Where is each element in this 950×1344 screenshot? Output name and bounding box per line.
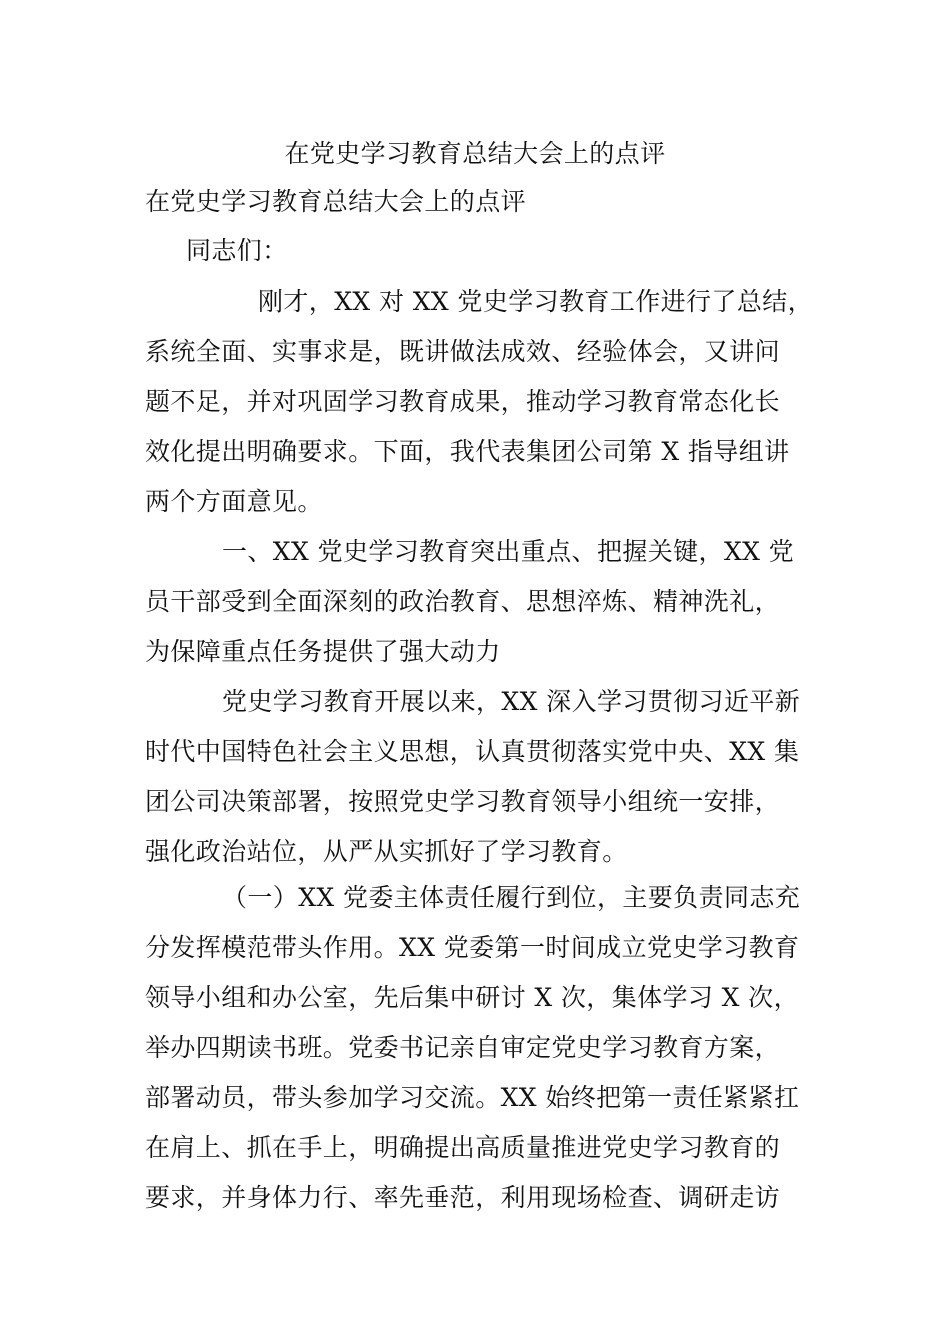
body-line: 两个方面意见。: [145, 487, 323, 516]
body-line: 部署动员，带头参加学习交流。XX 始终把第一责任紧紧扛: [145, 1083, 800, 1112]
body-line: 要求，并身体力行、率先垂范，利用现场检查、调研走访: [145, 1183, 781, 1212]
salutation: 同志们：: [186, 236, 288, 265]
body-line: 效化提出明确要求。下面，我代表集团公司第 X 指导组讲: [145, 437, 790, 466]
body-line: 党史学习教育开展以来，XX 深入学习贯彻习近平新: [222, 687, 801, 716]
body-line: 刚才，XX 对 XX 党史学习教育工作进行了总结，: [258, 287, 814, 316]
body-line: 系统全面、实事求是，既讲做法成效、经验体会，又讲问: [145, 337, 781, 366]
section-heading-line: 为保障重点任务提供了强大动力: [145, 637, 501, 666]
section-heading-line: 一、XX 党史学习教育突出重点、把握关键，XX 党: [222, 537, 795, 566]
body-line: 举办四期读书班。党委书记亲自审定党史学习教育方案，: [145, 1033, 781, 1062]
subsection-line: （一）XX 党委主体责任履行到位，主要负责同志充: [222, 883, 801, 912]
body-line: 领导小组和办公室，先后集中研讨 X 次，集体学习 X 次，: [145, 983, 799, 1012]
document-subtitle: 在党史学习教育总结大会上的点评: [145, 187, 527, 216]
body-line: 强化政治站位，从严从实抓好了学习教育。: [145, 837, 628, 866]
body-line: 团公司决策部署，按照党史学习教育领导小组统一安排，: [145, 787, 781, 816]
body-line: 分发挥模范带头作用。XX 党委第一时间成立党史学习教育: [145, 933, 800, 962]
body-line: 题不足，并对巩固学习教育成果，推动学习教育常态化长: [145, 387, 781, 416]
document-title: 在党史学习教育总结大会上的点评: [284, 139, 666, 168]
section-heading-line: 员干部受到全面深刻的政治教育、思想淬炼、精神洗礼，: [145, 587, 781, 616]
body-line: 在肩上、抓在手上，明确提出高质量推进党史学习教育的: [145, 1133, 781, 1162]
body-line: 时代中国特色社会主义思想，认真贯彻落实党中央、XX 集: [145, 737, 800, 766]
